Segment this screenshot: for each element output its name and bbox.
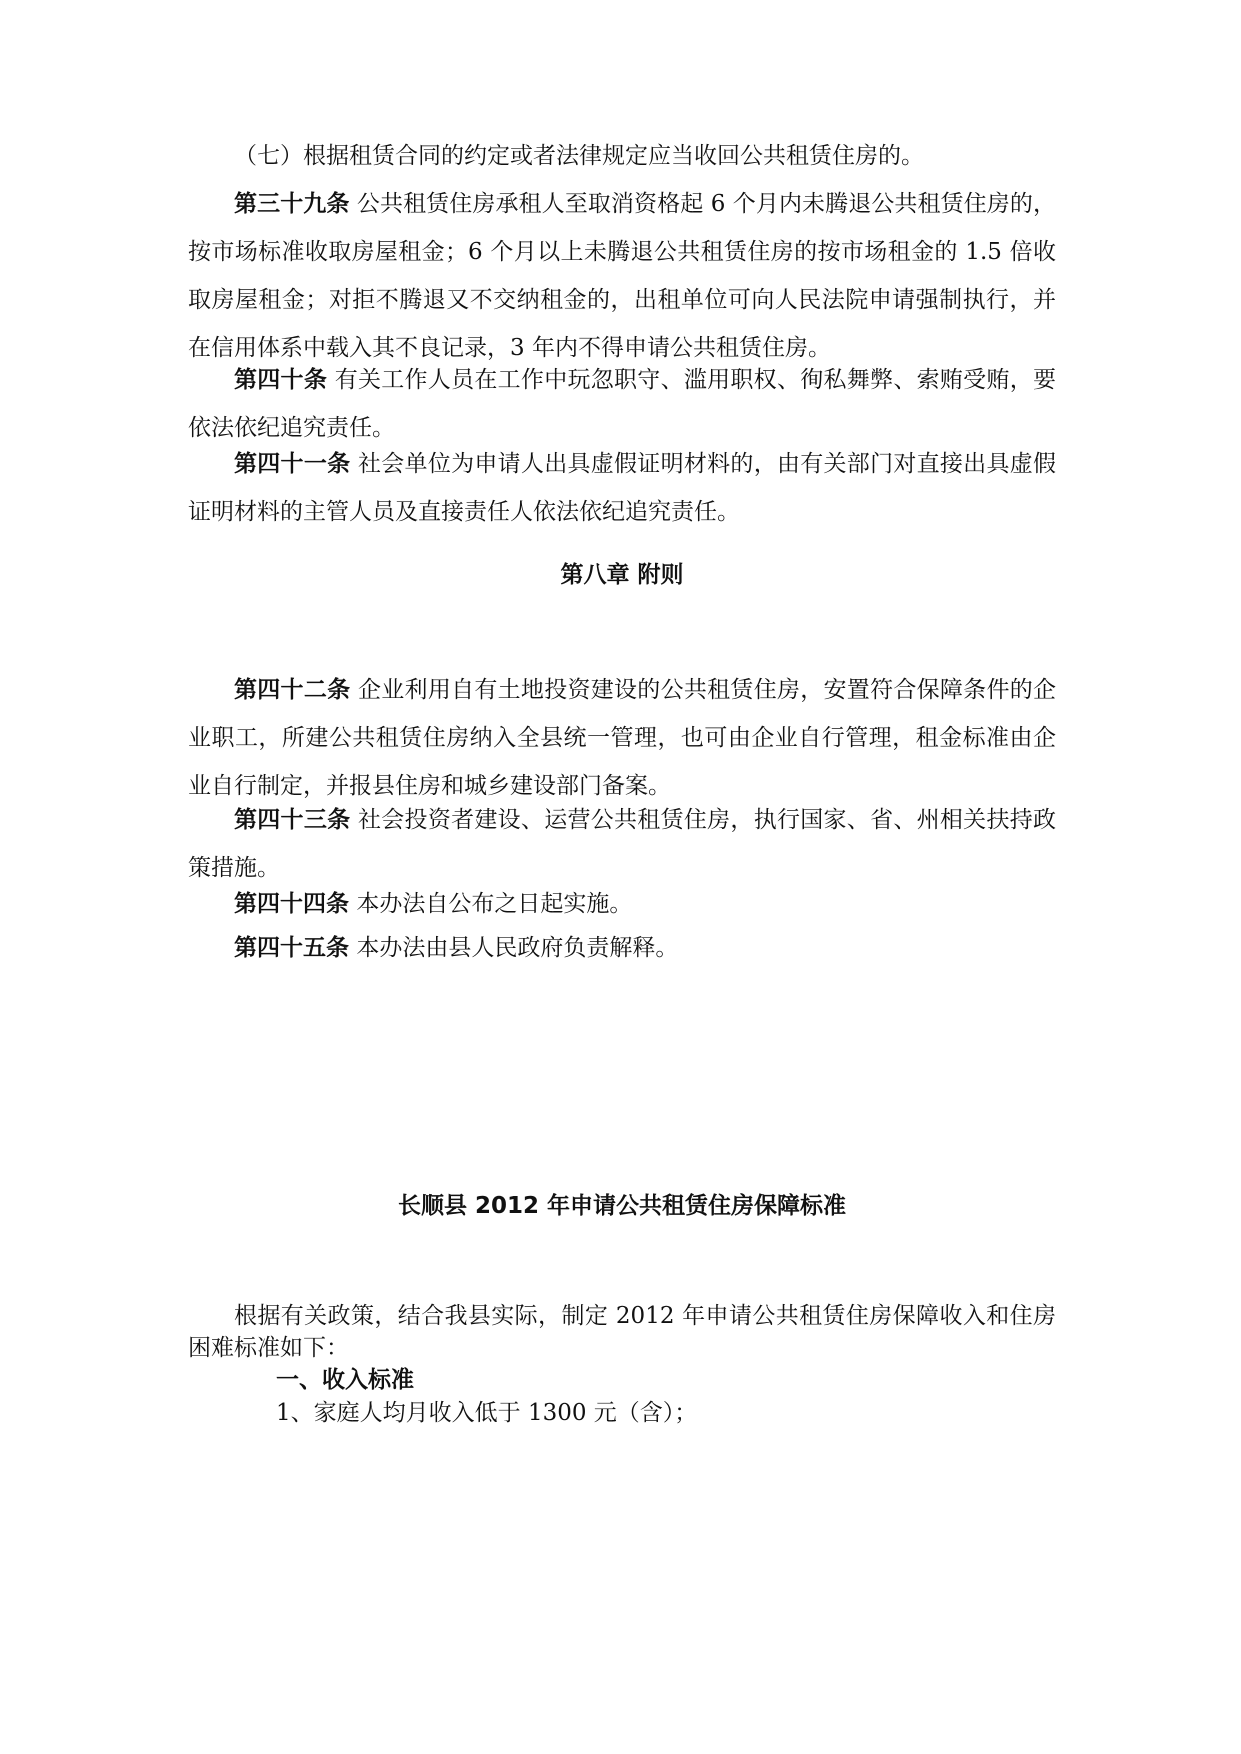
article-44 xyxy=(188,880,1056,928)
article-label: 第四十条 xyxy=(234,367,328,393)
article-text: 社会投资者建设、运营公共租赁住房，执行国家、省、州相关扶持政策措施。 xyxy=(188,807,1057,881)
article-label: 第四十一条 xyxy=(234,451,351,477)
paragraph-text: （七）根据租赁合同的约定或者法律规定应当收回公共租赁住房的。 xyxy=(234,143,924,169)
chapter-heading: 第八章 附则 xyxy=(560,562,684,588)
article-45 xyxy=(188,924,1056,972)
article-43 xyxy=(188,796,1056,892)
article-39 xyxy=(188,180,1056,372)
article-text: 本办法由县人民政府负责解释。 xyxy=(356,935,679,961)
article-label: 第四十五条 xyxy=(234,935,349,961)
article-text: 企业利用自有土地投资建设的公共租赁住房，安置符合保障条件的企业职工，所建公共租赁住房纳入全县统一管理，也可由企业自行管理，租金标准由企业自行制定，并报县住房和城乡建设部门备案。 xyxy=(188,677,1057,799)
article-text: 本办法自公布之日起实施。 xyxy=(356,891,633,917)
standard-intro xyxy=(188,1300,1056,1364)
paragraph-item-7 xyxy=(188,132,1056,180)
article-40 xyxy=(188,356,1056,452)
article-label: 第四十三条 xyxy=(234,807,351,833)
article-41 xyxy=(188,440,1056,536)
article-label: 第三十九条 xyxy=(234,191,350,217)
article-text: 有关工作人员在工作中玩忽职守、滥用职权、徇私舞弊、索贿受贿，要依法依纪追究责任。 xyxy=(188,367,1057,441)
income-item-1: 1、家庭人均月收入低于 1300 元（含）； xyxy=(276,1400,698,1426)
article-label: 第四十二条 xyxy=(234,677,351,703)
paragraph-text: 根据有关政策，结合我县实际，制定 2012 年申请公共租赁住房保障收入和住房困难标准如下： xyxy=(188,1303,1056,1361)
standard-title: 长顺县 2012 年申请公共租赁住房保障标准 xyxy=(397,1193,847,1219)
article-42 xyxy=(188,666,1056,810)
article-text: 社会单位为申请人出具虚假证明材料的，由有关部门对直接出具虚假证明材料的主管人员及直接责任人依法依纪追究责任。 xyxy=(188,451,1057,525)
article-text: 公共租赁住房承租人至取消资格起 6 个月内未腾退公共租赁住房的，按市场标准收取房屋租金；6 个月以上未腾退公共租赁住房的按市场租金的 1.5 倍收取房屋租金；对拒不腾退又不交纳租金的，出租单位可向人民法院申请强制执行，并在信用体系中载入其不良记录，3 年内不得申请公共租赁住房。 xyxy=(188,191,1056,361)
article-label: 第四十四条 xyxy=(234,891,349,917)
income-heading: 一、收入标准 xyxy=(276,1367,414,1393)
